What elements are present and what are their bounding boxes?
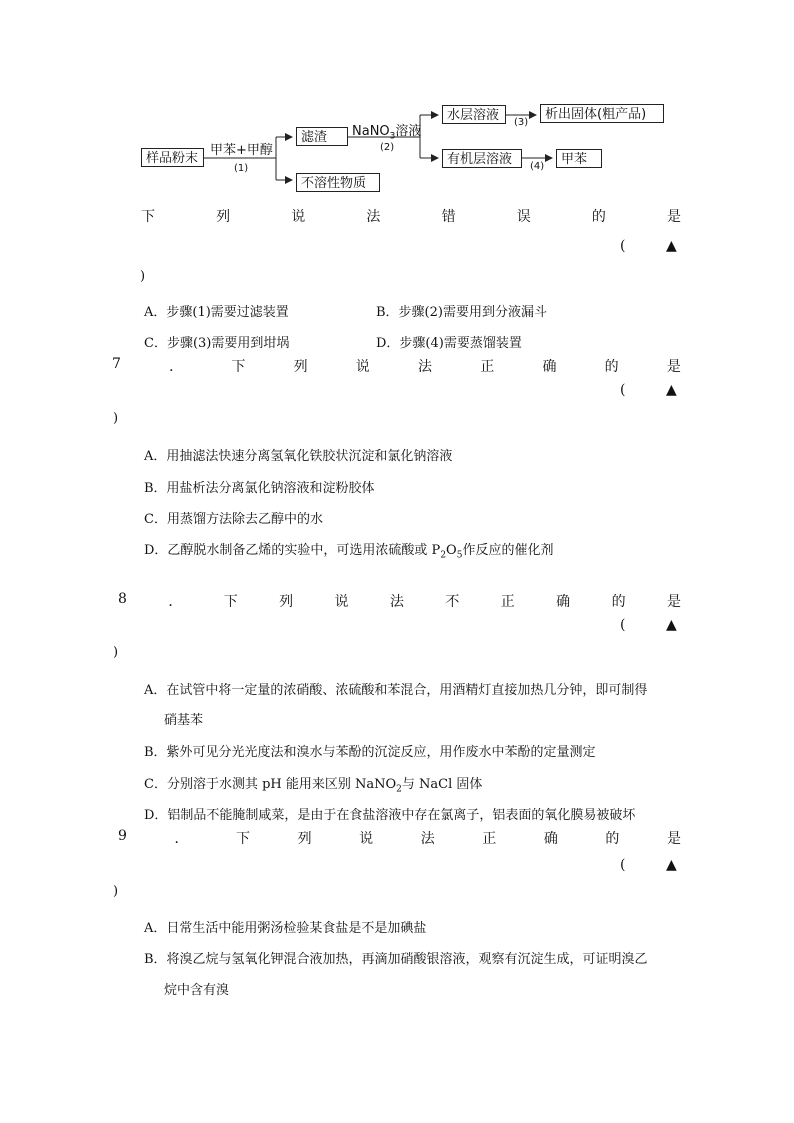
q9-option-b-cont: 烷中含有溴 <box>164 983 230 998</box>
q6-option-c: C．步骤(3)需要用到坩埚 <box>144 336 290 351</box>
q6-option-d: D．步骤(4)需要蒸馏装置 <box>376 336 522 351</box>
crude-product-box: 析出固体(粗产品) <box>540 104 664 123</box>
q8-option-a: A．在试管中将一定量的浓硝酸、浓硫酸和苯混合，用酒精灯直接加热几分钟，即可制得 <box>144 683 648 698</box>
sample-powder-box: 样品粉末 <box>141 148 204 167</box>
q7-option-a: A．用抽滤法快速分离氢氧化铁胶状沉淀和氯化钠溶液 <box>144 449 453 464</box>
step1-label: (1) <box>234 163 249 174</box>
q9-stem: 9 ． 下 列 说 法 正 确 的 是 <box>118 828 681 847</box>
reagent1-label: 甲苯+甲醇 <box>210 143 273 158</box>
q8-paren-close: ) <box>113 645 119 660</box>
q8-option-c: C．分别溶于水测其 pH 能用来区别 NaNO$_2$与 NaCl 固体 <box>144 777 483 795</box>
q8-option-a-cont: 硝基苯 <box>164 713 204 728</box>
q8-answer-blank: ( ▲ <box>620 617 677 633</box>
q8-option-d: D．铝制品不能腌制咸菜，是由于在食盐溶液中存在氯离子，铝表面的氧化膜易被破坏 <box>144 808 636 823</box>
flow-arrows <box>0 0 794 200</box>
q6-option-a: A．步骤(1)需要过滤装置 <box>144 305 289 320</box>
insoluble-box: 不溶性物质 <box>296 173 380 192</box>
q7-stem: 7 ． 下 列 说 法 正 确 的 是 <box>112 356 681 375</box>
residue-box: 滤渣 <box>296 127 348 146</box>
q9-paren-close: ) <box>113 884 119 899</box>
toluene-box: 甲苯 <box>556 149 602 168</box>
q7-option-c: C．用蒸馏方法除去乙醇中的水 <box>144 512 323 527</box>
q7-option-b: B．用盐析法分离氯化钠溶液和淀粉胶体 <box>144 481 375 496</box>
q7-option-d: D．乙醇脱水制备乙烯的实验中，可选用浓硫酸或 $P_2O_5$作反应的催化剂 <box>144 543 554 561</box>
organic-layer-box: 有机层溶液 <box>442 149 522 168</box>
step4-label: (4) <box>530 161 545 172</box>
q7-paren-close: ) <box>113 411 119 426</box>
q6-option-b: B．步骤(2)需要用到分液漏斗 <box>376 305 547 320</box>
q9-option-a: A．日常生活中能用粥汤检验某食盐是不是加碘盐 <box>144 921 427 936</box>
aqueous-layer-box: 水层溶液 <box>442 105 506 124</box>
q8-stem: 8 ． 下 列 说 法 不 正 确 的 是 <box>118 591 681 610</box>
step2-label: (2) <box>380 142 395 153</box>
step3-label: (3) <box>514 117 529 128</box>
q6-stem: 下 列 说 法 错 误 的 是 <box>141 209 681 225</box>
q8-option-b: B．紫外可见分光光度法和溴水与苯酚的沉淀反应，用作废水中苯酚的定量测定 <box>144 745 596 760</box>
q6-answer-blank: ( ▲ <box>620 238 677 254</box>
q9-option-b: B．将溴乙烷与氢氧化钾混合液加热，再滴加硝酸银溶液，观察有沉淀生成，可证明溴乙 <box>144 952 648 967</box>
q9-answer-blank: ( ▲ <box>620 857 677 873</box>
q7-answer-blank: ( ▲ <box>620 382 677 398</box>
reagent2-label: NaNO$_3$溶液 <box>352 124 422 142</box>
q6-paren-close: ) <box>140 269 146 284</box>
